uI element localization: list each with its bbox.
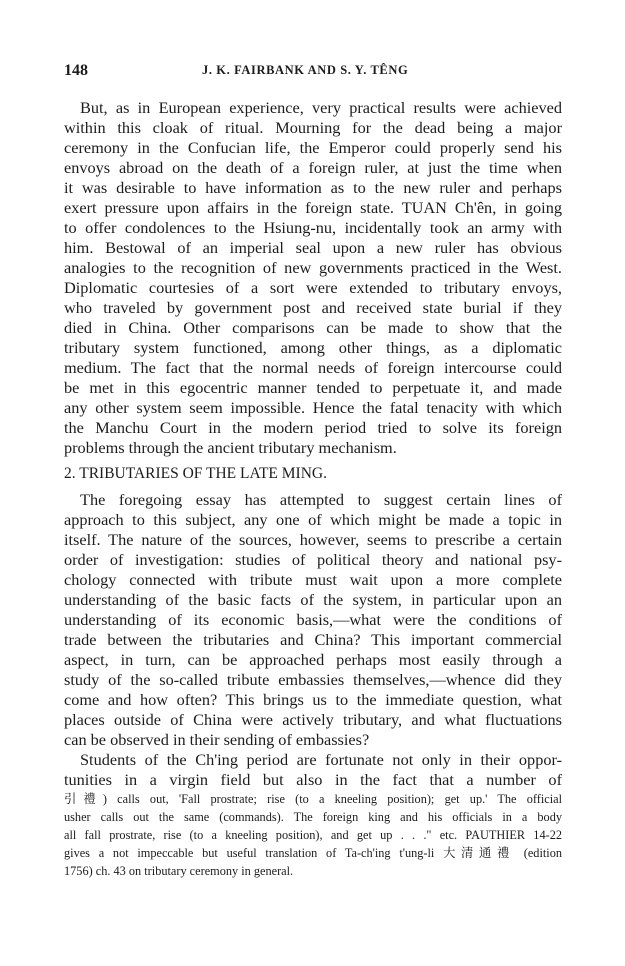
text-line: any other system seem impossible. Hence the fatal tenacity with which — [64, 398, 562, 417]
text-line: can be observed in their sending of embassies? — [64, 730, 370, 749]
text-line: understanding of the basic facts of the system, in particular upon an — [64, 590, 562, 609]
text-line: places outside of China were actively tributary, and what fluctuations — [64, 710, 562, 729]
text-line: The foregoing essay has attempted to suggest certain lines of — [80, 490, 562, 509]
text-line: trade between the tributaries and China? This important commercial — [64, 630, 562, 649]
text-line: order of investigation: studies of political theory and national psy- — [64, 550, 562, 569]
text-line: medium. The fact that the normal needs of foreign intercourse could — [64, 358, 562, 377]
text-line: be met in this egocentric manner tended to perpetuate it, and made — [64, 378, 562, 397]
text-line: tunities in a virgin field but also in the fact that a number of — [64, 770, 562, 789]
footnote-line: 1756) ch. 43 on tributary ceremony in general. — [64, 864, 294, 878]
page-header — [64, 62, 562, 84]
text-line: Diplomatic courtesies of a sort were extended to tributary envoys, — [64, 278, 562, 297]
text-line: who traveled by government post and received state burial if they — [64, 298, 562, 317]
text-line: problems through the ancient tributary mechanism. — [64, 438, 397, 457]
text-line: Students of the Ch'ing period are fortunate not only in their oppor- — [80, 750, 562, 769]
text-line: chology connected with tribute must wait upon a more complete — [64, 570, 562, 589]
text-line: to offer condolences to the Hsiung-nu, incidentally took an army with — [64, 218, 562, 237]
text-line: itself. The nature of the sources, however, seems to prescribe a certain — [64, 530, 562, 549]
section-heading: 2. TRIBUTARIES OF THE LATE MING. — [64, 465, 327, 482]
text-line: ceremony in the Confucian life, the Emperor could properly send his — [64, 138, 562, 157]
footnote-line: 引禮) calls out, 'Fall prostrate; rise (to a kneeling position); get up.' The official — [64, 792, 562, 806]
text-line: it was desirable to have information as to the new ruler and perhaps — [64, 178, 562, 197]
text-line: the Manchu Court in the modern period tried to solve its foreign — [64, 418, 562, 437]
text-line: died in China. Other comparisons can be made to show that the — [64, 318, 562, 337]
text-line: within this cloak of ritual. Mourning for the dead being a major — [64, 118, 562, 137]
running-head: J. K. FAIRBANK AND S. Y. TÊNG — [202, 63, 409, 77]
page-number: 148 — [64, 62, 88, 79]
text-line: envoys abroad on the death of a foreign ruler, at just the time when — [64, 158, 562, 177]
text-line: understanding of its economic basis,—what were the conditions of — [64, 610, 562, 629]
text-line: analogies to the recognition of new governments practiced in the West. — [64, 258, 562, 277]
text-line: come and how often? This brings us to the immediate question, what — [64, 690, 562, 709]
text-line: tributary system functioned, among other things, as a diplomatic — [64, 338, 562, 357]
footnote-line: gives a not impeccable but useful translation of Ta-ch'ing t'ung-li 大清通禮 (edition — [64, 846, 562, 860]
text-line: approach to this subject, any one of which might be made a topic in — [64, 510, 562, 529]
footnote-line: usher calls out the same (commands). The foreign king and his officials in a body — [64, 810, 562, 824]
text-line: But, as in European experience, very practical results were achieved — [80, 98, 562, 117]
text-line: him. Bestowal of an imperial seal upon a new ruler has obvious — [64, 238, 562, 257]
text-line: exert pressure upon affairs in the foreign state. TUAN Ch'ên, in going — [64, 198, 562, 217]
footnote-line: all fall prostrate, rise (to a kneeling position), and get up . . ." etc. PAUTHIER 14-22 — [64, 828, 562, 842]
text-line: study of the so-called tribute embassies themselves,—whence did they — [64, 670, 562, 689]
text-line: aspect, in turn, can be approached perhaps most easily through a — [64, 650, 562, 669]
